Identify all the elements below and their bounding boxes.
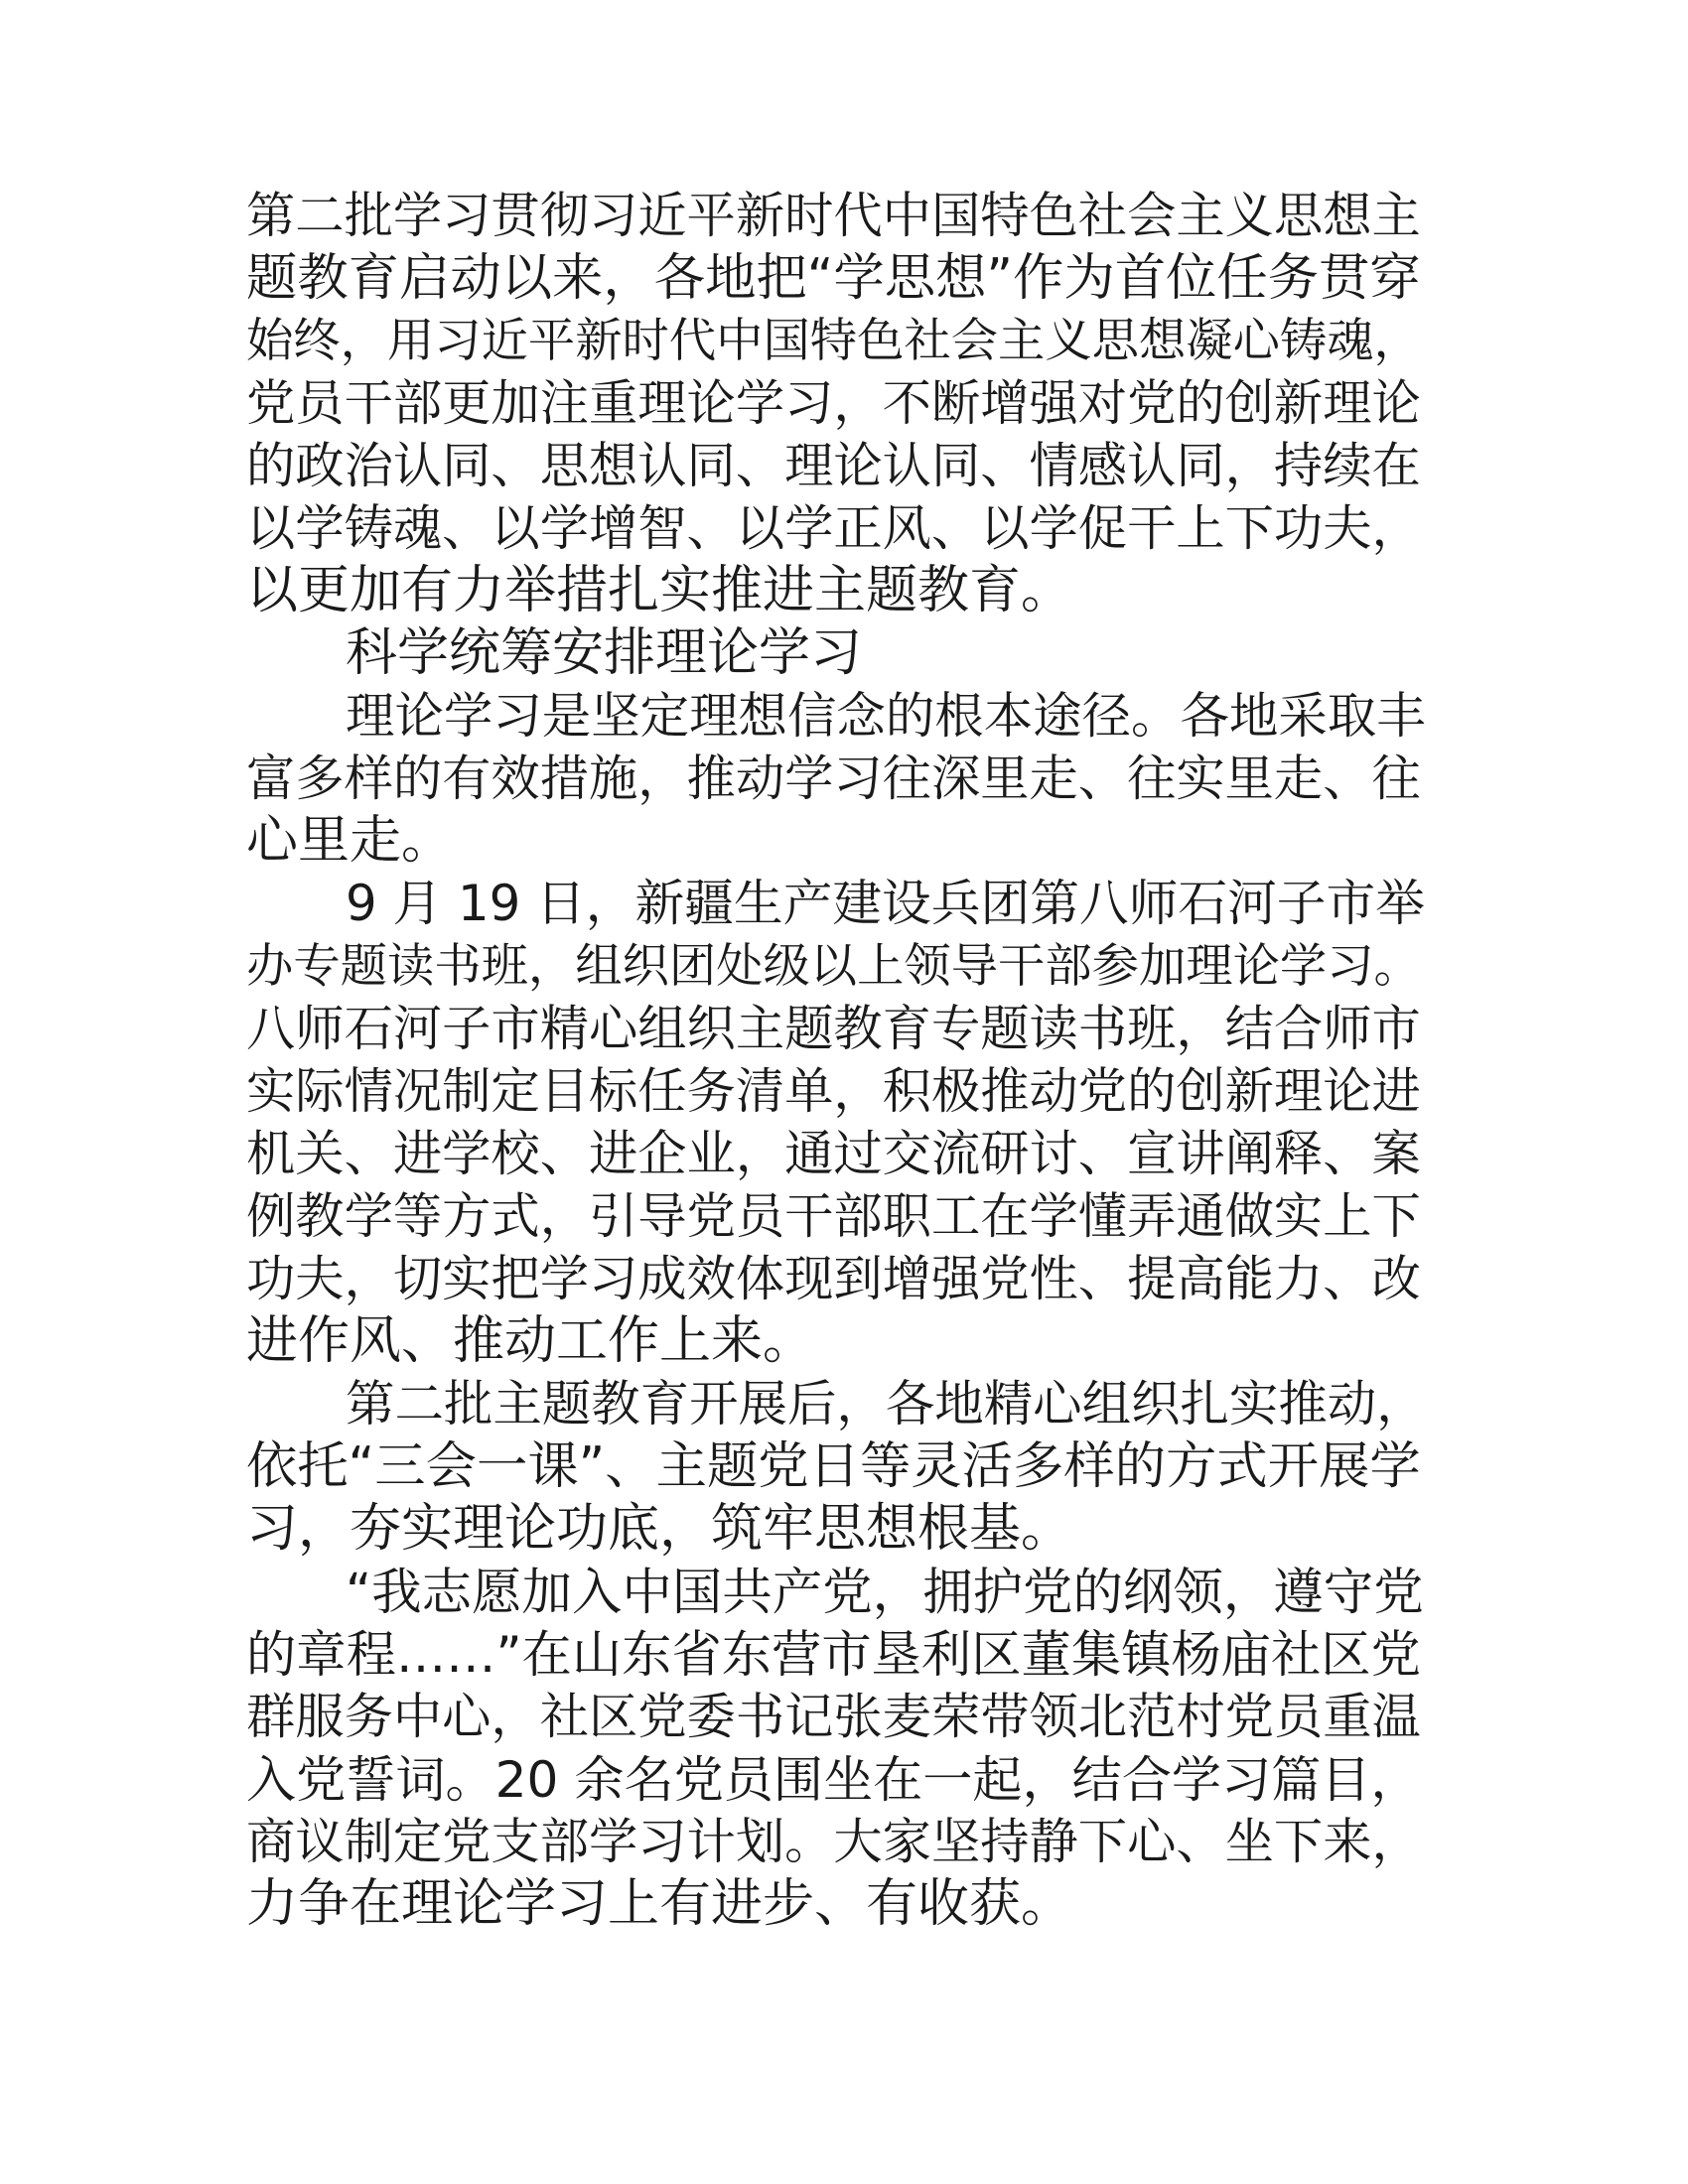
text-line: 依托“三会一课”、主题党日等灵活多样的方式开展学 (246, 1436, 1421, 1496)
text-line: 以更加有力举措扎实推进主题教育。 (246, 561, 1073, 620)
text-line: 的章程……”在山东省东营市垦利区董集镇杨庙社区党 (246, 1625, 1421, 1684)
text-line: 力争在理论学习上有进步、有收获。 (246, 1874, 1073, 1934)
text-line: 的政治认同、思想认同、理论认同、情感认同，持续在 (246, 437, 1421, 494)
text-line: 实际情况制定目标任务清单，积极推动党的创新理论进 (246, 1062, 1421, 1120)
text-line: 始终，用习近平新时代中国特色社会主义思想凝心铸魂， (246, 314, 1421, 368)
text-line: 例教学等方式，引导党员干部职工在学懂弄通做实上下 (246, 1187, 1421, 1245)
text-line: 第二批主题教育开展后，各地精心组织扎实推动， (346, 1375, 1426, 1433)
text-line: 功夫，切实把学习成效体现到增强党性、提高能力、改 (246, 1250, 1421, 1307)
text-line: 办专题读书班，组织团处级以上领导干部参加理论学习。 (246, 939, 1421, 994)
text-line: “我志愿加入中国共产党，拥护党的纲领，遵守党 (346, 1563, 1424, 1621)
text-line: 习，夯实理论功底，筑牢思想根基。 (246, 1499, 1073, 1559)
text-line: 机关、进学校、进企业，通过交流研讨、宣讲阐释、案 (246, 1125, 1421, 1182)
text-line: 群服务中心，社区党委书记张麦荣带领北范村党员重温 (246, 1688, 1421, 1745)
text-line: 党员干部更加注重理论学习，不断增强对党的创新理论 (246, 374, 1421, 432)
text-line: 以学铸魂、以学增智、以学正风、以学促干上下功夫， (246, 499, 1421, 557)
text-line: 科学统筹安排理论学习 (346, 623, 863, 683)
text-line: 入党誓词。20 余名党员围坐在一起，结合学习篇目， (246, 1750, 1421, 1809)
text-line: 八师石河子市精心组织主题教育专题读书班，结合师市 (246, 1000, 1421, 1057)
text-line: 9 月 19 日，新疆生产建设兵团第八师石河子市举 (346, 875, 1425, 932)
text-line: 商议制定党支部学习计划。大家坚持静下心、坐下来， (246, 1813, 1421, 1870)
text-line: 第二批学习贯彻习近平新时代中国特色社会主义思想主 (246, 187, 1421, 244)
text-line: 题教育启动以来，各地把“学思想”作为首位任务贯穿 (246, 248, 1421, 308)
text-line: 进作风、推动工作上来。 (246, 1311, 815, 1371)
text-line: 心里走。 (246, 811, 454, 871)
text-line: 理论学习是坚定理想信念的根本途径。各地采取丰 (346, 687, 1426, 745)
text-line: 富多样的有效措施，推动学习往深里走、往实里走、往 (246, 750, 1421, 807)
document-body (246, 185, 1433, 1936)
